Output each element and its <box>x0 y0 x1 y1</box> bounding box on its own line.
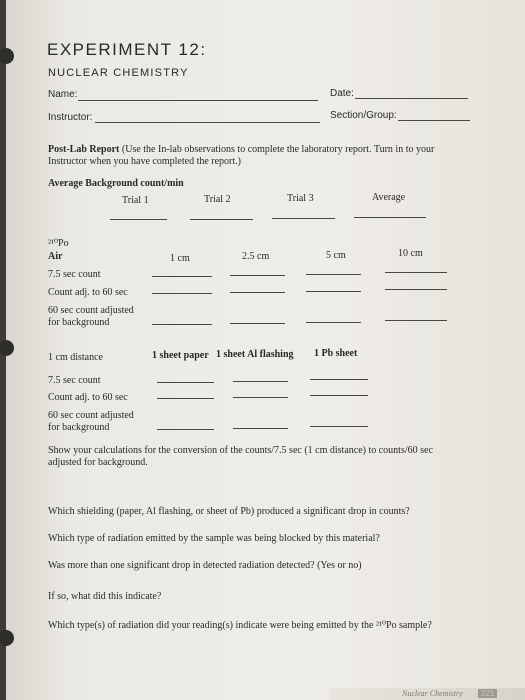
question-radiation-blocked: Which type of radiation emitted by the sample was being blocked by this material? <box>48 533 380 544</box>
question-radiation-types: Which type(s) of radiation did your reading(s) indicate were being emitted by the ²¹⁰Po sample? <box>48 620 432 631</box>
report-intro-line2: Instructor when you have completed the report.) <box>48 156 241 167</box>
distance-1cm-label: 1 cm distance <box>48 352 103 363</box>
col-5cm: 5 cm <box>326 250 346 261</box>
name-field[interactable] <box>78 100 318 101</box>
calc-instruction <box>48 445 478 469</box>
shield-row-adj-60: Count adj. to 60 sec <box>48 392 128 403</box>
question-shielding-drop: Which shielding (paper, Al flashing, or sheet of Pb) produced a significant drop in counts? <box>48 506 410 517</box>
al-count-field[interactable] <box>233 381 288 382</box>
row-7-5-sec-count: 7.5 sec count <box>48 269 101 280</box>
isotope-label: ²¹⁰Po <box>48 238 69 249</box>
air-label: Air <box>48 251 63 262</box>
trial-2-field[interactable] <box>190 219 253 220</box>
average-field[interactable] <box>354 217 426 218</box>
experiment-subtitle: NUCLEAR CHEMISTRY <box>48 67 189 79</box>
date-field[interactable] <box>355 98 468 99</box>
trial-3-field[interactable] <box>272 218 335 219</box>
air-2-5cm-count-field[interactable] <box>230 275 285 276</box>
report-intro <box>48 144 468 168</box>
col-al-flashing: 1 sheet Al flashing <box>216 349 294 360</box>
name-label: Name: <box>48 89 78 100</box>
air-5cm-adj-field[interactable] <box>306 291 361 292</box>
pb-adj-field[interactable] <box>310 395 368 396</box>
col-pb-sheet: 1 Pb sheet <box>314 348 358 359</box>
pb-count-field[interactable] <box>310 379 368 380</box>
row-for-background: for background <box>48 317 110 328</box>
average-label: Average <box>372 192 406 203</box>
pb-bg-field[interactable] <box>310 426 368 427</box>
air-10cm-count-field[interactable] <box>385 272 447 273</box>
paper-adj-field[interactable] <box>157 398 214 399</box>
row-60-sec-adjusted: 60 sec count adjusted <box>48 305 134 316</box>
air-1cm-adj-field[interactable] <box>152 293 212 294</box>
paper-count-field[interactable] <box>157 382 214 383</box>
running-head: Nuclear Chemistry <box>402 689 463 698</box>
trial-1-field[interactable] <box>110 219 167 220</box>
report-intro-line1: (Use the In-lab observations to complete the laboratory report. Turn in to your <box>121 144 435 155</box>
page-number: 221 <box>478 689 497 698</box>
section-group-field[interactable] <box>398 120 470 121</box>
air-10cm-bg-field[interactable] <box>385 320 447 321</box>
trial-2-label: Trial 2 <box>204 194 231 205</box>
air-10cm-adj-field[interactable] <box>385 289 447 290</box>
background-heading: Average Background count/min <box>48 178 184 189</box>
air-5cm-count-field[interactable] <box>306 274 361 275</box>
air-5cm-bg-field[interactable] <box>306 322 361 323</box>
experiment-title: EXPERIMENT 12: <box>47 40 207 59</box>
al-bg-field[interactable] <box>233 428 288 429</box>
instructor-field[interactable] <box>95 122 320 123</box>
air-1cm-count-field[interactable] <box>152 276 212 277</box>
question-multiple-drops: Was more than one significant drop in detected radiation detected? (Yes or no) <box>48 560 362 571</box>
calc-line-1: Show your calculations for the conversion of the counts/7.5 sec (1 cm distance) to counts/60 sec <box>48 445 433 456</box>
shield-row-background: for background <box>48 422 110 433</box>
paper-bg-field[interactable] <box>157 429 214 430</box>
trial-3-label: Trial 3 <box>287 193 314 204</box>
air-2-5cm-bg-field[interactable] <box>230 323 285 324</box>
col-1cm: 1 cm <box>170 253 190 264</box>
date-label: Date: <box>330 88 354 99</box>
col-2-5cm: 2.5 cm <box>242 251 270 262</box>
report-heading: Post-Lab Report <box>48 144 120 155</box>
section-group-label: Section/Group: <box>330 110 397 121</box>
col-10cm: 10 cm <box>398 248 423 259</box>
question-indication: If so, what did this indicate? <box>48 591 162 602</box>
row-count-adj-60: Count adj. to 60 sec <box>48 287 128 298</box>
shield-row-60-adjusted: 60 sec count adjusted <box>48 410 134 421</box>
instructor-label: Instructor: <box>48 112 93 123</box>
trial-1-label: Trial 1 <box>122 195 149 206</box>
calc-line-2: adjusted for background. <box>48 457 148 468</box>
col-paper: 1 sheet paper <box>152 350 209 361</box>
al-adj-field[interactable] <box>233 397 288 398</box>
air-2-5cm-adj-field[interactable] <box>230 292 285 293</box>
shield-row-7-5-sec: 7.5 sec count <box>48 375 101 386</box>
air-1cm-bg-field[interactable] <box>152 324 212 325</box>
